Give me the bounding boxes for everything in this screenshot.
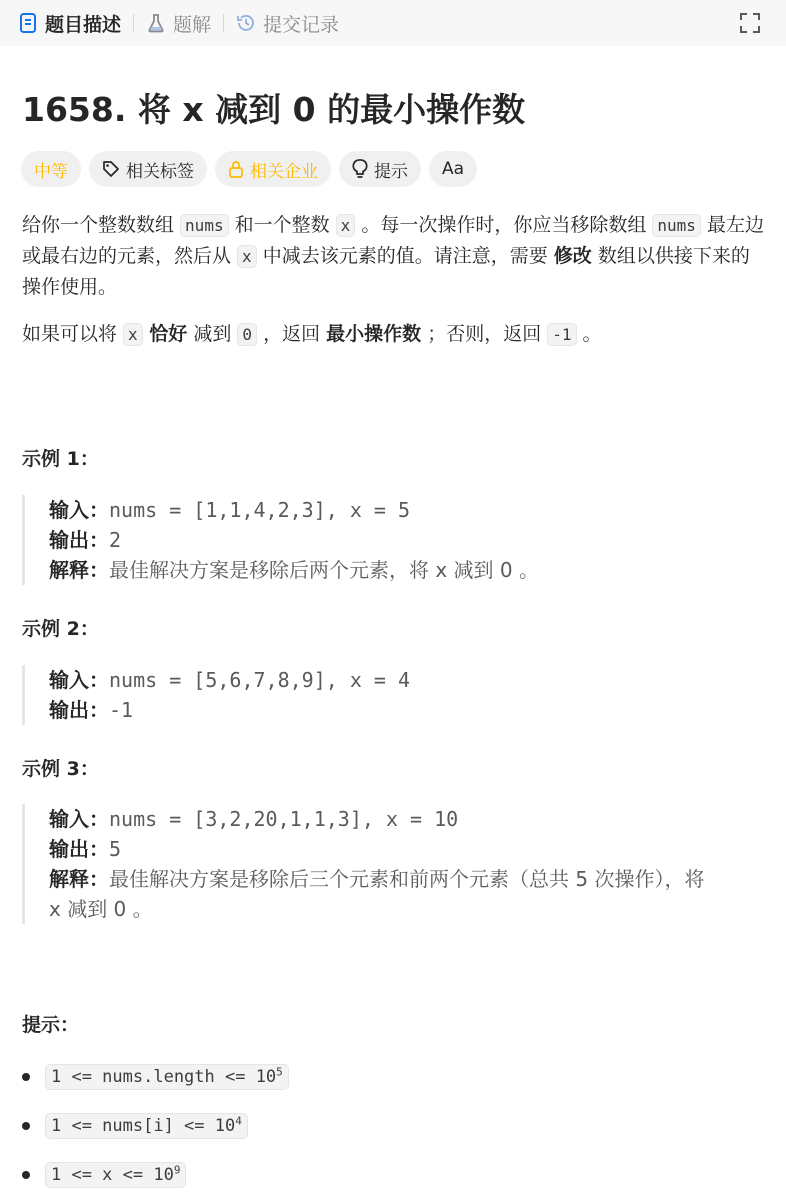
example-1-title: 示例 1： <box>22 448 99 470</box>
example-3-block <box>22 804 704 924</box>
constraint-item <box>22 1064 289 1090</box>
bullet-icon <box>22 1122 30 1130</box>
example-3-title: 示例 3： <box>22 758 99 780</box>
inline-code: nums <box>652 214 701 237</box>
text: 。 <box>576 323 602 345</box>
explanation-text: x 减到 0 。 <box>49 897 153 921</box>
explanation-text: 最佳解决方案是移除后三个元素和前两个元素（总共 5 次操作），将 <box>109 867 705 891</box>
constraint-text: 1 <= x <= 10 <box>51 1165 174 1185</box>
input-value: nums = [1,1,4,2,3], x = 5 <box>109 498 411 522</box>
constraint-exponent: 9 <box>173 1163 181 1177</box>
inline-code: x <box>336 214 356 237</box>
constraint-item <box>22 1162 186 1188</box>
tag-icon <box>102 160 120 178</box>
input-label: 输入： <box>49 498 109 522</box>
constraint-text: 1 <= nums.length <= 10 <box>51 1067 277 1087</box>
hint-label: 提示 <box>374 161 408 182</box>
bold-text: 修改 <box>553 245 592 267</box>
problem-description <box>22 210 767 366</box>
example-2-title: 示例 2： <box>22 618 99 640</box>
related-companies-label: 相关企业 <box>250 161 318 182</box>
constraint-code <box>45 1113 248 1139</box>
inline-code: -1 <box>547 323 576 346</box>
bold-text: 最小操作数 <box>326 323 422 345</box>
tab-divider <box>133 14 134 32</box>
inline-code: 0 <box>237 323 257 346</box>
tab-divider <box>223 14 224 32</box>
flask-icon <box>146 13 166 33</box>
difficulty-label: 中等 <box>34 161 68 182</box>
output-value: 5 <box>109 837 122 861</box>
constraint-text: 1 <= nums[i] <= 10 <box>51 1116 236 1136</box>
explanation-label: 解释： <box>49 867 109 891</box>
output-label: 输出： <box>49 837 109 861</box>
tab-submissions-label: 提交记录 <box>263 13 340 36</box>
history-icon <box>236 13 256 33</box>
bullet-icon <box>22 1171 30 1179</box>
output-value: -1 <box>109 698 134 722</box>
constraint-code <box>45 1064 289 1090</box>
explanation-label: 解释： <box>49 558 109 582</box>
document-icon <box>18 13 38 33</box>
constraints-title: 提示： <box>22 1014 80 1036</box>
description-paragraph-2 <box>22 319 767 350</box>
input-value: nums = [5,6,7,8,9], x = 4 <box>109 668 411 692</box>
lock-icon <box>228 160 244 178</box>
fullscreen-icon[interactable] <box>738 11 762 35</box>
text: ，返回 <box>257 323 327 345</box>
description-paragraph-1 <box>22 210 767 303</box>
problem-title: 1658. 将 x 减到 0 的最小操作数 <box>22 90 526 129</box>
output-label: 输出： <box>49 528 109 552</box>
input-value: nums = [3,2,20,1,1,3], x = 10 <box>109 807 459 831</box>
input-label: 输入： <box>49 807 109 831</box>
text: ；否则，返回 <box>421 323 548 345</box>
inline-code: x <box>123 323 143 346</box>
problem-chips <box>21 151 477 187</box>
translate-icon: Aa <box>442 159 465 179</box>
text: 中减去该元素的值。请注意，需要 <box>256 245 554 267</box>
constraint-exponent: 5 <box>276 1065 283 1079</box>
output-label: 输出： <box>49 698 109 722</box>
tab-description[interactable] <box>18 0 121 46</box>
inline-code: nums <box>180 214 229 237</box>
constraint-code <box>45 1162 186 1188</box>
input-label: 输入： <box>49 668 109 692</box>
tab-submissions[interactable] <box>236 0 339 46</box>
tab-bar <box>0 0 786 46</box>
text: 和一个整数 <box>228 214 336 236</box>
example-2-block <box>22 665 410 725</box>
text: 减到 <box>187 323 238 345</box>
bullet-icon <box>22 1073 30 1081</box>
constraint-exponent: 4 <box>235 1114 242 1128</box>
translate-button[interactable] <box>429 151 477 187</box>
constraint-item <box>22 1113 248 1139</box>
related-tags-button[interactable] <box>89 151 207 187</box>
inline-code: x <box>237 245 257 268</box>
tab-solutions[interactable] <box>146 0 211 46</box>
lightbulb-icon <box>352 159 368 179</box>
hint-button[interactable] <box>339 151 421 187</box>
related-tags-label: 相关标签 <box>126 161 194 182</box>
text: 数组以供接下来的操作使用。 <box>22 245 750 298</box>
related-companies-button[interactable] <box>215 151 331 187</box>
example-1-block <box>22 495 539 585</box>
difficulty-badge <box>21 151 81 187</box>
text: 给你一个整数数组 <box>22 214 181 236</box>
explanation-text: 最佳解决方案是移除后两个元素，将 x 减到 0 。 <box>109 558 539 582</box>
tab-description-label: 题目描述 <box>45 13 122 36</box>
output-value: 2 <box>109 528 122 552</box>
tab-solutions-label: 题解 <box>173 13 212 36</box>
text: 最左边或最右边的元素，然后从 <box>22 214 764 267</box>
text: 。每一次操作时，你应当移除数组 <box>355 214 653 236</box>
text: 如果可以将 <box>22 323 124 345</box>
bold-text: 恰好 <box>142 323 188 345</box>
